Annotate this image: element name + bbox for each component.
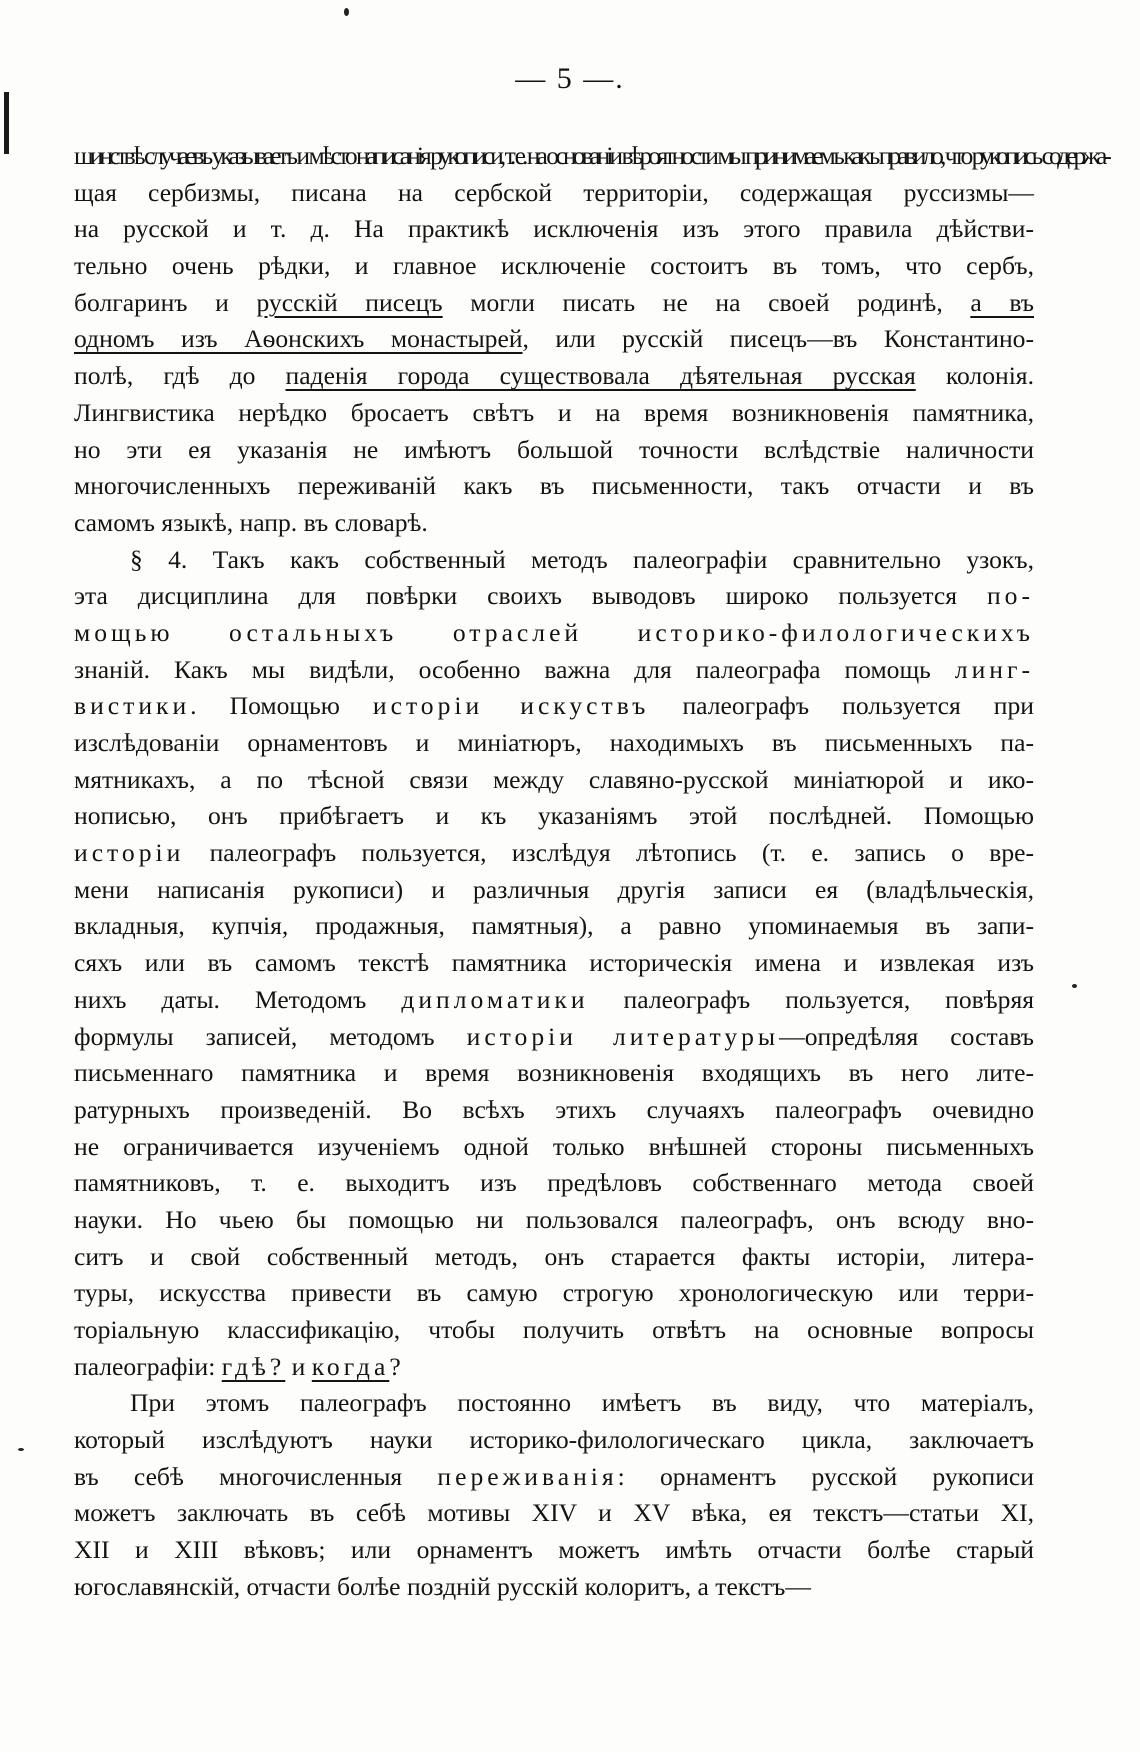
- paragraph-p3: [74, 1385, 1034, 1605]
- text-run: —опредѣляя составъ: [779, 1021, 1034, 1051]
- text-line: [74, 1422, 1034, 1459]
- paragraph-p1: [74, 138, 1108, 542]
- underlined-phrase: паденія города существовала дѣятельная русская: [285, 361, 916, 391]
- spaced-emphasis: дипломатики: [401, 984, 589, 1014]
- page-body-text: [74, 138, 1108, 1606]
- underlined-phrase: гдѣ?: [221, 1351, 286, 1381]
- text-line: [74, 285, 1034, 322]
- text-run: письменнаго памятника и время возникновенія входящихъ въ него лите-: [74, 1058, 1034, 1088]
- text-run: многочисленныхъ переживаній какъ въ письменности, такъ отчасти и въ: [74, 471, 1034, 501]
- text-run: нописью, онъ прибѣгаетъ и къ указаніямъ этой послѣдней. Помощью: [74, 801, 1034, 831]
- text-line: [74, 211, 1034, 248]
- text-line: [74, 835, 1034, 872]
- text-run: ситъ и свой собственный методъ, онъ старается факты исторіи, литера-: [74, 1241, 1034, 1271]
- text-line: [74, 1385, 1034, 1422]
- text-run: вкладныя, купчія, продажныя, памятныя), а равно упоминаемыя въ запи-: [74, 911, 1034, 941]
- text-run: палеографъ пользуется при: [649, 691, 1034, 721]
- text-run: но эти ея указанія не имѣютъ большой точности вслѣдствіе наличности: [74, 434, 1034, 464]
- text-line: [74, 1312, 1034, 1349]
- text-run: шинствѣ случаевъ указываетъ и мѣсто написанія рукописи, т. е. на основаніи вѣроятности мы принимаемъ какъ правило, что рукопись содержа-: [74, 141, 1108, 170]
- text-line: [74, 1239, 1034, 1276]
- text-line: [74, 688, 1034, 725]
- text-run: можетъ заключать въ себѣ мотивы XIV и XV вѣка, ея текстъ—статьи XI,: [74, 1498, 1034, 1528]
- text-run: въ себѣ многочисленныя: [74, 1461, 438, 1491]
- text-run: нихъ даты. Методомъ: [74, 984, 402, 1014]
- text-line: [74, 1569, 1034, 1606]
- page-number: — 5 —.: [515, 62, 625, 95]
- text-run: палеографіи:: [74, 1351, 222, 1381]
- text-line: [74, 908, 1034, 945]
- text-run: палеографъ пользуется, изслѣдуя лѣтопись (т. е. запись о вре-: [184, 838, 1034, 868]
- text-run: . Помощью: [190, 691, 373, 721]
- text-run: формулы записей, методомъ: [74, 1021, 467, 1051]
- text-run: и: [285, 1351, 312, 1381]
- text-line: [74, 358, 1034, 395]
- text-run: торіальную классификацію, чтобы получить отвѣтъ на основные вопросы: [74, 1315, 1034, 1344]
- text-run: не ограничивается изученіемъ одной только внѣшней стороны письменныхъ: [74, 1131, 1034, 1161]
- text-run: палеографъ пользуется, повѣряя: [588, 984, 1035, 1014]
- text-run: туры, искусства привести въ самую строгую хронологическую или терри-: [74, 1278, 1034, 1308]
- spaced-emphasis: линг-: [954, 654, 1034, 684]
- text-run: § 4. Такъ какъ собственный методъ палеографіи сравнительно узокъ,: [130, 544, 1034, 574]
- text-run: полѣ, гдѣ до: [74, 361, 286, 391]
- text-run: эта дисциплина для повѣрки своихъ выводовъ широко пользуется: [74, 581, 987, 611]
- text-run: ?: [389, 1351, 401, 1381]
- text-run: : орнаментъ русской рукописи: [617, 1461, 1034, 1491]
- paragraph-p2: [74, 542, 1034, 1386]
- text-line: [74, 1092, 1034, 1129]
- text-line: [74, 982, 1034, 1019]
- text-line: [74, 1532, 1034, 1569]
- text-run: , или русскій писецъ—въ Константино-: [522, 324, 1035, 354]
- text-run: изслѣдованіи орнаментовъ и миніатюръ, находимыхъ въ письменныхъ па-: [74, 728, 1034, 757]
- text-run: щая сербизмы, писана на сербской территоріи, содержащая руссизмы—: [74, 177, 1034, 207]
- scan-margin-mark: [4, 92, 9, 154]
- text-line: [74, 945, 1034, 982]
- text-line: [74, 248, 1034, 285]
- scan-speck: [344, 8, 349, 16]
- spaced-emphasis: исторіи: [74, 838, 185, 868]
- text-line: [74, 578, 1034, 615]
- text-line: [74, 798, 1034, 835]
- text-run: болгаринъ и: [74, 287, 257, 317]
- text-line: [74, 1165, 1034, 1202]
- spaced-emphasis: исторіи искуствъ: [372, 691, 650, 721]
- spaced-emphasis: мощью остальныхъ отраслей историко-филологическихъ: [74, 617, 1034, 647]
- text-run: мени написанія рукописи) и различныя другія записи ея (владѣльческія,: [74, 874, 1034, 904]
- underlined-phrase: одномъ изъ Аѳонскихъ монастырей: [74, 324, 523, 354]
- text-line: [74, 138, 1108, 175]
- text-run: на русской и т. д. На практикѣ исключенія изъ этого правила дѣйстви-: [74, 214, 1034, 244]
- text-line: [74, 1459, 1034, 1496]
- scan-speck: [1072, 984, 1077, 988]
- text-line: [74, 725, 1034, 762]
- text-run: Лингвистика нерѣдко бросаетъ свѣтъ и на время возникновенія памятника,: [74, 397, 1034, 427]
- text-line: [74, 1495, 1034, 1532]
- text-line: [74, 762, 1034, 799]
- underlined-phrase: а въ: [970, 287, 1034, 317]
- text-line: [74, 321, 1034, 358]
- spaced-emphasis: переживанія: [437, 1461, 618, 1491]
- text-run: памятниковъ, т. е. выходитъ изъ предѣловъ собственнаго метода своей: [74, 1168, 1034, 1198]
- underlined-phrase: русскій писецъ: [256, 287, 443, 317]
- underlined-phrase: когда: [311, 1351, 390, 1381]
- text-run: мятникахъ, а по тѣсной связи между славяно-русской миніатюрой и ико-: [74, 764, 1034, 794]
- text-line: [74, 468, 1034, 505]
- spaced-emphasis: исторіи литературы: [466, 1021, 780, 1051]
- text-run: ратурныхъ произведеній. Во всѣхъ этихъ случаяхъ палеографъ очевидно: [74, 1094, 1034, 1124]
- text-line: [74, 432, 1034, 469]
- text-run: XII и XIII вѣковъ; или орнаментъ можетъ имѣть отчасти болѣе старый: [74, 1535, 1034, 1565]
- text-line: [74, 1202, 1034, 1239]
- text-run: самомъ языкѣ, напр. въ словарѣ.: [74, 507, 428, 537]
- text-run: который изслѣдуютъ науки историко-филологическаго цикла, заключаетъ: [74, 1425, 1034, 1455]
- text-run: колонія.: [915, 361, 1034, 391]
- text-line: [74, 395, 1034, 432]
- text-line: [74, 615, 1034, 652]
- text-line: [74, 1349, 1034, 1386]
- spaced-emphasis: вистики: [74, 691, 191, 721]
- text-line: [74, 1129, 1034, 1166]
- text-run: науки. Но чьею бы помощью ни пользовался палеографъ, онъ всюду вно-: [74, 1204, 1034, 1234]
- text-run: При этомъ палеографъ постоянно имѣетъ въ виду, что матеріалъ,: [130, 1388, 1034, 1418]
- scan-speck: [18, 1448, 24, 1451]
- text-line: [74, 872, 1034, 909]
- text-line: [74, 542, 1034, 579]
- spaced-emphasis: по-: [986, 581, 1034, 611]
- text-run: могли писать не на своей родинѣ,: [442, 287, 971, 317]
- text-line: [74, 1019, 1034, 1056]
- text-line: [74, 1275, 1034, 1312]
- text-line: [74, 1055, 1034, 1092]
- text-line: [74, 652, 1034, 689]
- text-run: тельно очень рѣдки, и главное исключеніе состоитъ въ томъ, что сербъ,: [74, 251, 1034, 281]
- text-line: [74, 505, 1034, 542]
- text-run: знаній. Какъ мы видѣли, особенно важна для палеографа помощь: [74, 654, 955, 684]
- text-run: югославянскій, отчасти болѣе поздній русскій колоритъ, а текстъ—: [74, 1571, 811, 1601]
- text-line: [74, 175, 1034, 212]
- text-run: сяхъ или въ самомъ текстѣ памятника историческія имена и извлекая изъ: [74, 948, 1034, 978]
